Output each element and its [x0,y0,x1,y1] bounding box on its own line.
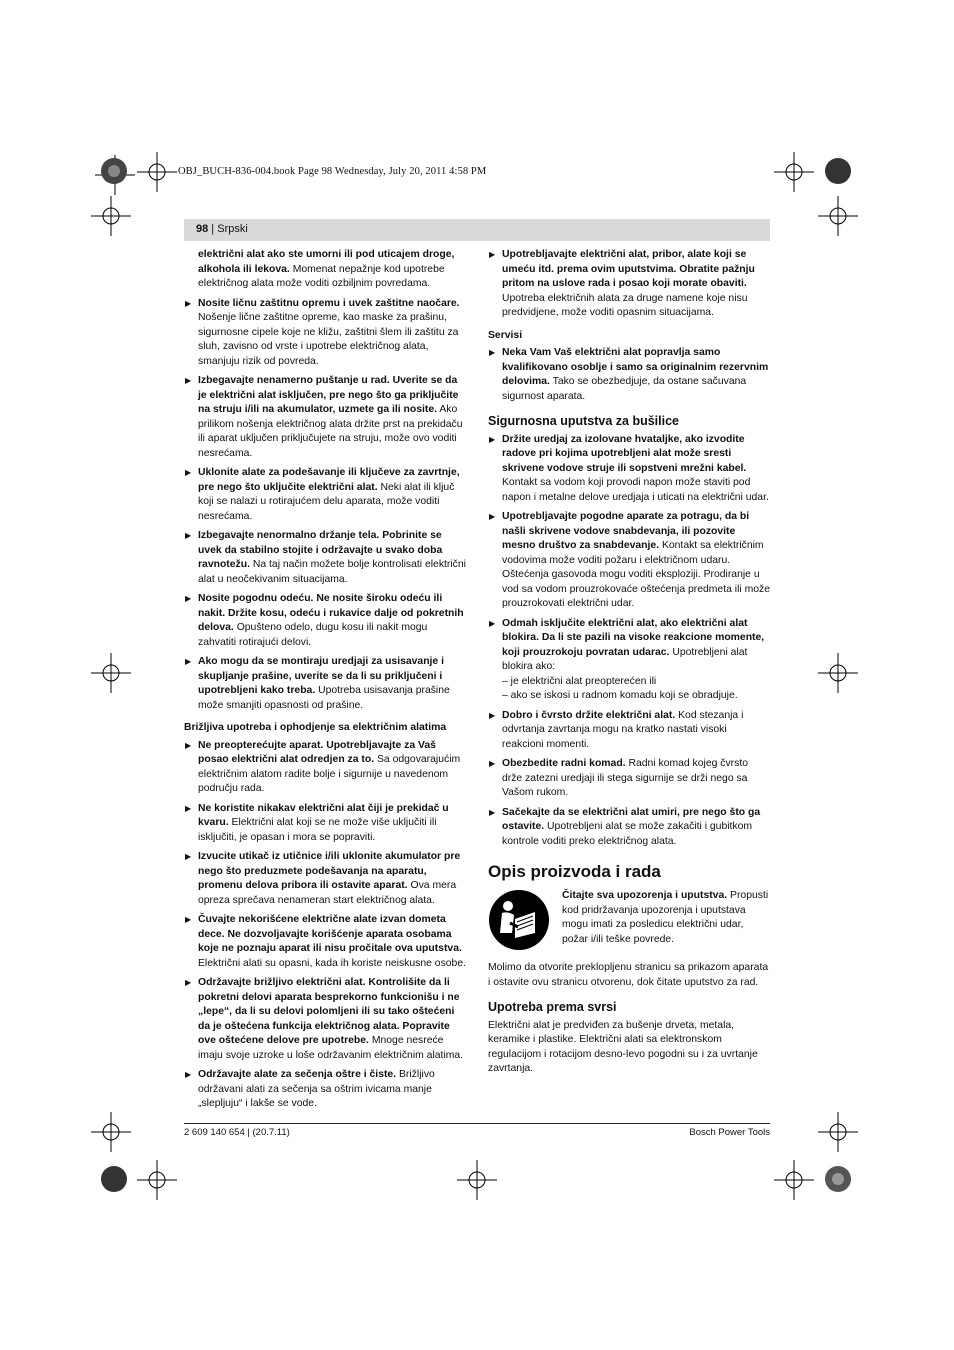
starburst-mark-icon [100,157,128,185]
crosshair-mark-icon [774,1160,814,1200]
item-bold: Dobro i čvrsto držite električni alat. [502,709,676,721]
triangle-right-icon: ▶ [185,1070,192,1079]
list-item [184,1068,466,1112]
item-text: Ako prilikom nošenja električnog alata držite prst na prekidaču ili aparat uključen priključujete na struju, može ovo voditi nesrećama. [198,404,463,459]
crosshair-mark-icon [818,653,858,693]
list-item [488,510,770,612]
read-manual-icon [488,889,550,951]
subheading-service: Servisi [488,329,523,341]
warning-block [488,889,770,953]
list-item [488,248,770,321]
footer-brand: Bosch Power Tools [689,1127,770,1138]
page-language: Srpski [217,223,248,235]
solid-circle-mark-icon [100,1165,128,1193]
item-text: Tako se obezbedjuje, da ostane sačuvana sigurnost aparata. [502,376,747,402]
crosshair-mark-icon [91,1112,131,1152]
page-label [196,223,248,235]
crosshair-mark-icon [457,1160,497,1200]
triangle-right-icon: ▶ [489,434,496,444]
item-bold: Ne preopterećujte aparat. Upotrebljavajte za Vaš posao električni alat odredjen za to. [198,739,436,765]
item-text: Ova mera opreza sprečava nenameran start električnog alata. [198,880,457,906]
intro-bold: električni alat ako ste umorni ili pod uticajem droge, alkohola ili lekova. [198,249,455,275]
list-item [184,529,466,587]
list-item [488,806,770,850]
list-item [184,739,466,797]
item-bold: Ne koristite nikakav električni alat čiji je prekidač u kvaru. [198,802,449,828]
page-separator: | [208,223,218,235]
list-item [184,913,466,971]
list-item [184,592,466,650]
item-text: Na taj način možete bolje kontrolisati električni alat u neočekivanim situacijama. [198,559,466,585]
dash-item: – je električni alat preopterećen ili [502,675,657,687]
intro-text: Momenat nepažnje kod upotrebe električnog alata može voditi ozbiljnim povredama. [198,263,445,289]
section-title: Opis proizvoda i rada [488,862,661,881]
crosshair-mark-icon [137,152,177,192]
item-bold: Održavajte alate za sečenja oštre i čiste. [198,1069,397,1080]
triangle-right-icon: ▶ [489,348,496,357]
item-bold: Nosite pogodnu odeću. Ne nosite široku odeću ili nakit. Držite kosu, odeću i rukavice dalje od pokretnih delova. [198,593,464,633]
list-item [184,297,466,370]
item-text: Električni alati su opasni, kada ih koriste neiskusne osobe. [198,957,466,969]
footer-code: 2 609 140 654 | (20.7.11) [184,1127,290,1138]
triangle-right-icon: ▶ [185,803,192,813]
triangle-right-icon: ▶ [185,915,192,924]
item-bold: Uklonite alate za podešavanje ili ključeve za zavrtnje, pre nego što uključite električni alat. [198,467,460,493]
heading-drill-safety: Sigurnosna uputstva za bušilice [488,414,680,428]
item-text: Kontakt sa vodom koji provodi napon može staviti pod napon i metalne delove uredjaja i uticati na električni udar. [502,477,769,503]
list-item [488,433,770,506]
triangle-right-icon: ▶ [489,710,496,720]
item-bold: Neka Vam Vaš električni alat popravlja samo kvalifikovano osoblje i samo sa originalnim rezervnim delovima. [502,347,769,387]
item-text: Kontakt sa električnim vodovima može voditi požaru i električnom udaru. Oštećenja gasovoda mogu voditi eksploziji. Prodiranje u vod sa vodom prouzrokovaće oštećenja predmeta ili može prouzrokovati električni udar. [502,540,770,609]
item-text: Upotrebljeni alat blokira ako: [502,646,748,672]
item-text: Kod stezanja i odvrtanja zavrtanja mogu na kratko nastati visoki reakcioni momenti. [502,709,744,750]
item-bold: Obezbedite radni komad. [502,758,626,769]
triangle-right-icon: ▶ [185,978,192,987]
item-text: Upotrebljeni alat se može zakačiti i gubitkom kontrole voditi preko električnog alata. [502,821,753,847]
crosshair-mark-icon [91,196,131,236]
page-number: 98 [196,223,209,235]
triangle-right-icon: ▶ [185,740,192,750]
triangle-right-icon: ▶ [185,376,192,385]
item-bold: Držite uredjaj za izolovane hvataljke, ako izvodite radove pri kojima upotrebljeni alat može sresti skrivene vodove struje ili sopstveni mrežni kabel. [502,433,747,474]
page-footer [184,1123,770,1138]
item-bold: Upotrebljavajte pogodne aparate za potragu, da bi našli skrivene vodove snabdevanja, ili pozovite mesno društvo za snabdevanje. [502,511,750,551]
item-text: Mnoge nesreće imaju svoje uzroke u loše održavanim električnim alatima. [198,1035,464,1061]
list-item [488,617,770,675]
item-bold: Upotrebljavajte električni alat, pribor, alate koji se umeću itd. prema ovim uputstvima. Obratite pažnju pritom na uslove rada i posao koji morate obaviti. [502,249,755,289]
warning-bold: Čitajte sva upozorenja i uputstva. [562,890,728,901]
item-bold: Čuvajte nekorišćene električne alate izvan dometa dece. Ne dozvoljavajte korišćenje aparata osobama koje ne poznaju aparat ili nisu pročitale ova uputstva. [198,914,462,954]
item-text: Električni alat koji se ne može više uključiti ili isključiti, je opasan i mora se popraviti. [198,817,437,843]
solid-circle-mark-icon [824,157,852,185]
triangle-right-icon: ▶ [489,250,496,259]
item-bold: Ako mogu da se montiraju uredjaji za usisavanje i skupljanje prašine, uverite se da li su priključeni i upotrebljeni kako treba. [198,656,444,696]
triangle-right-icon: ▶ [185,594,192,603]
item-text: Upotreba usisavanja prašine može smanjiti opasnosti od prašine. [198,685,450,711]
fold-note: Molimo da otvorite preklopljenu stranicu sa prikazom aparata i ostavite ovu stranicu otvorenu, dok čitate uputstvo za rad. [488,962,769,988]
crosshair-mark-icon [818,1112,858,1152]
page-header-bar [184,219,770,241]
list-item [184,976,466,1063]
list-item [184,374,466,461]
item-bold: Izbegavajte nenormalno držanje tela. Pobrinite se uvek da stabilno stojite i održavajte u svako doba ravnotežu. [198,530,443,570]
list-item [488,346,770,404]
heading-intended-use: Upotreba prema svrsi [488,1000,617,1014]
triangle-right-icon: ▶ [489,759,496,768]
list-item [488,757,770,801]
file-header: OBJ_BUCH-836-004.book Page 98 Wednesday, July 20, 2011 4:58 PM [178,166,487,177]
crosshair-mark-icon [774,152,814,192]
list-item [184,850,466,908]
subheading-careful-use: Brižljiva upotreba i ophodjenje sa električnim alatima [184,722,447,733]
triangle-right-icon: ▶ [489,512,496,521]
item-text: Brižljivo održavani alati za sečenja sa oštrim ivicama manje „slepljuju“ i lakše se vode. [198,1069,435,1109]
dash-list [488,675,770,704]
item-text: Nošenje lične zaštitne opreme, kao maske za prašinu, sigurnosne cipele koje ne kližu, zaštitni šlem ili zaštitu za sluh, zavisno od vrste i upotrebe električnog alata, smanjuju rizik od povreda. [198,312,459,367]
item-bold: Nosite ličnu zaštitnu opremu i uvek zaštitne naočare. [198,297,460,309]
item-text: Neki alat ili ključ koji se nalazi u rotirajućem delu aparata, može voditi nesrećama. [198,481,455,522]
list-item [184,802,466,846]
triangle-right-icon: ▶ [185,852,192,861]
triangle-right-icon: ▶ [489,618,496,628]
item-bold: Izvucite utikač iz utičnice i/ili uklonite akumulator pre nego što preduzmete podešavanja na aparatu, promenu delova pribora ili ostavite aparat. [198,851,461,891]
item-bold: Sačekajte da se električni alat umiri, pre nego što ga ostavite. [502,806,761,832]
item-bold: Izbegavajte nenamerno puštanje u rad. Uverite se da je električni alat isključen, pre nego što ga priključite na struju i/ili na akumulator, uzmete ga ili nosite. [198,375,459,415]
right-column [488,248,770,1082]
triangle-right-icon: ▶ [185,298,192,308]
crosshair-mark-icon [91,653,131,693]
intended-use-text: Električni alat je predviđen za bušenje drveta, metala, keramike i plastike. Električni alati sa elektronskom regulacijom i rotacijom desno-levo pogodni su i za uvrtanje zavrtanja. [488,1019,758,1074]
triangle-right-icon: ▶ [185,531,192,540]
triangle-right-icon: ▶ [489,807,496,817]
item-bold: Odmah isključite električni alat, ako električni alat blokira. Da li ste pazili na visoke reakcione momente, koji prouzrokoju povratan udarac. [502,617,765,658]
list-item [488,709,770,753]
dash-item: – ako se iskosi u radnom komadu koji se obradjuje. [502,690,738,701]
list-item [184,466,466,524]
crosshair-mark-icon [818,196,858,236]
crosshair-mark-icon [137,1160,177,1200]
item-text: Radni komad kojeg čvrsto drže zatezni uredjaji ili stega sigurnije se drži nego sa Vašom rukom. [502,758,748,798]
item-bold: Održavajte brižljivo električni alat. Kontrolišite da li pokretni delovi aparata besprekorno funkcionišu i ne „lepe“, da li su delovi polomljeni ili su tako oštećeni da je oštećena funkcija električnog alata. Popravite ove oštećene delove pre upotrebe. [198,977,460,1046]
triangle-right-icon: ▶ [185,468,192,477]
starburst-mark-icon [824,1165,852,1193]
list-item [184,655,466,713]
warning-text: Propusti kod pridržavanja upozorenja i uputstava mogu imati za posledicu električni udar, požar i/ili teške povrede. [562,890,769,945]
item-text: Opušteno odelo, dugu kosu ili nakit mogu zahvatiti rotirajući delovi. [198,622,428,648]
intro-paragraph [184,248,466,292]
left-column [184,248,466,1117]
item-text: Sa odgovarajućim električnim alatom radite bolje i sigurnije u navedenom području rada. [198,754,461,794]
item-text: Upotreba električnih alata za druge namene koje nisu predvidjene, može voditi opasnim situacijama. [502,292,748,318]
triangle-right-icon: ▶ [185,657,192,666]
